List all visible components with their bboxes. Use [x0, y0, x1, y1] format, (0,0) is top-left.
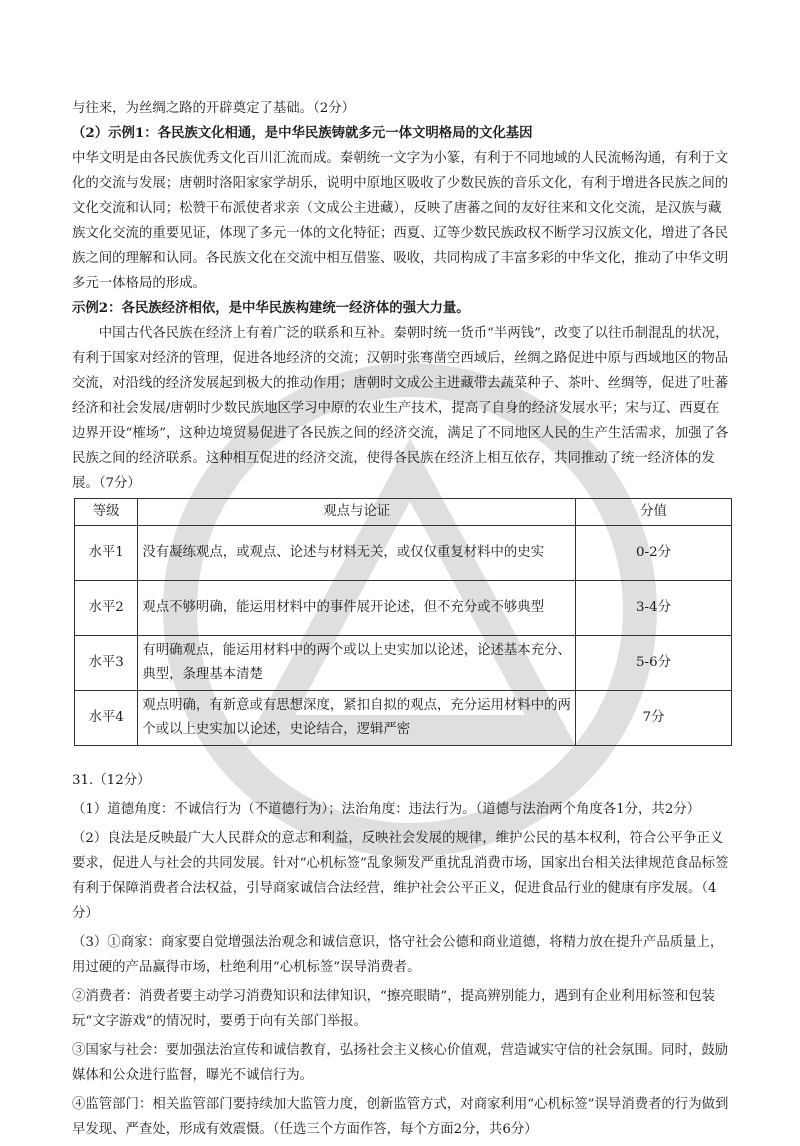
example-2-body: 中国古代各民族在经济上有着广泛的联系和互补。秦朝时统一货币“半两钱”，改变了以往币制混乱的状况，有利于国家对经济的管理，促进各地经济的交流；汉朝时张骞凿空西域后，丝绸之路促进中原与西域地区的物品交流，对沿线的经济发展起到极大的推动作用；唐朝时文成公主进藏带去蔬菜种子、茶叶、丝绸等，促进了吐蕃经济和社会发展/唐朝时少数民族地区学习中原的农业生产技术，提高了自身的经济发展水平；宋与辽、西夏在边界开设“榷场”，这种边境贸易促进了各民族之间的经济交流，满足了不同地区人民的生产生活需求，加强了各民族之间的经济联系。这种相互促进的经济交流，使得各民族在经济上相互依存，共同推动了统一经济体的发展。（7分）	[72, 326, 729, 491]
criteria-cell: 观点不够明确，能运用材料中的事件展开论述，但不充分或不够典型	[138, 581, 576, 636]
table-row	[75, 581, 732, 636]
criteria-cell: 没有凝练观点，或观点、论述与材料无关，或仅仅重复材料中的史实	[138, 526, 576, 581]
header-level: 等级	[75, 499, 138, 526]
level-cell: 水平3	[75, 636, 138, 691]
answer-31-1: （1）道德角度：不诚信行为（不道德行为）；法治角度：违法行为。（道德与法治两个角度各1分，共2分）	[72, 802, 701, 817]
criteria-cell: 观点明确，有新意或有思想深度，紧扣自拟的观点，充分运用材料中的两个或以上史实加以论述，史论结合，逻辑严密	[138, 691, 576, 746]
level-cell: 水平1	[75, 526, 138, 581]
score-cell: 0-2分	[576, 526, 732, 581]
answer-content	[72, 96, 732, 1146]
question-31-answers	[72, 768, 732, 1142]
answer-31-3-merchant: （3）①商家：商家要自觉增强法治观念和诚信意识，恪守社会公德和商业道德，将精力放在提升产品质量上，用过硬的产品赢得市场，杜绝利用“心机标签”误导消费者。	[72, 935, 724, 975]
header-score: 分值	[576, 499, 732, 526]
criteria-cell: 有明确观点，能运用材料中的两个或以上史实加以论述，论述基本充分、典型，条理基本清楚	[138, 636, 576, 691]
table-row	[75, 526, 732, 581]
score-cell: 3-4分	[576, 581, 732, 636]
level-cell: 水平4	[75, 691, 138, 746]
example-1-body: 中华文明是由各民族优秀文化百川汇流而成。秦朝统一文字为小篆，有利于不同地域的人民流畅沟通，有利于文化的交流与发展；唐朝时洛阳家家学胡乐，说明中原地区吸收了少数民族的音乐文化，有利于增进各民族之间的文化交流和认同；松赞干布派使者求亲（文成公主进藏），反映了唐蕃之间的友好往来和文化交流，是汉族与藏族文化交流的重要见证，体现了多元一体的文化特征；西夏、辽等少数民族政权不断学习汉族文化，增进了各民族之间的理解和认同。各民族文化在交流中相互借鉴、吸收，共同构成了丰富多彩的中华文化，推动了中华文明多元一体格局的形成。	[72, 151, 729, 291]
answer-31-3-consumer: ②消费者：消费者要主动学习消费知识和法律知识，“擦亮眼睛”，提高辨别能力，遇到有企业利用标签和包装玩“文字游戏”的情况时，要勇于向有关部门举报。	[72, 989, 716, 1029]
answer-31-3-regulator: ④监管部门：相关监管部门要持续加大监管力度，创新监管方式，对商家利用“心机标签”误导消费者的行为做到早发现、严查处，形成有效震慑。（任选三个方面作答，每个方面2分，共6分）	[72, 1097, 729, 1137]
answer-31-2: （2）良法是反映最广大人民群众的意志和利益，反映社会发展的规律，维护公民的基本权利，符合公平争正义要求，促进人与社会的共同发展。针对“心机标签”乱象频发严重扰乱消费市场，国家出台相关法律规范食品标签有利于保障消费者合法权益，引导商家诚信合法经营，维护社会公平正义，促进食品行业的健康有序发展。（4分）	[72, 831, 729, 921]
table-row	[75, 691, 732, 746]
example-1-title: （2）示例1：各民族文化相通，是中华民族铸就多元一体文明格局的文化基因	[72, 125, 533, 141]
scoring-rubric-table	[74, 498, 732, 746]
answer-31-3-society: ③国家与社会：要加强法治宣传和诚信教育，弘扬社会主义核心价值观，营造诚实守信的社会氛围。同时，鼓励媒体和公众进行监督，曝光不诚信行为。	[72, 1043, 729, 1083]
level-cell: 水平2	[75, 581, 138, 636]
paragraph-continuation: 与往来，为丝绸之路的开辟奠定了基础。（2分）	[72, 101, 356, 116]
table-header-row	[75, 499, 732, 526]
example-2-title: 示例2：各民族经济相依，是中华民族构建统一经济体的强大力量。	[72, 300, 470, 316]
score-cell: 7分	[576, 691, 732, 746]
table-row	[75, 636, 732, 691]
score-cell: 5-6分	[576, 636, 732, 691]
question-31-title: 31.（12分）	[72, 773, 151, 788]
header-criteria: 观点与论证	[138, 499, 576, 526]
